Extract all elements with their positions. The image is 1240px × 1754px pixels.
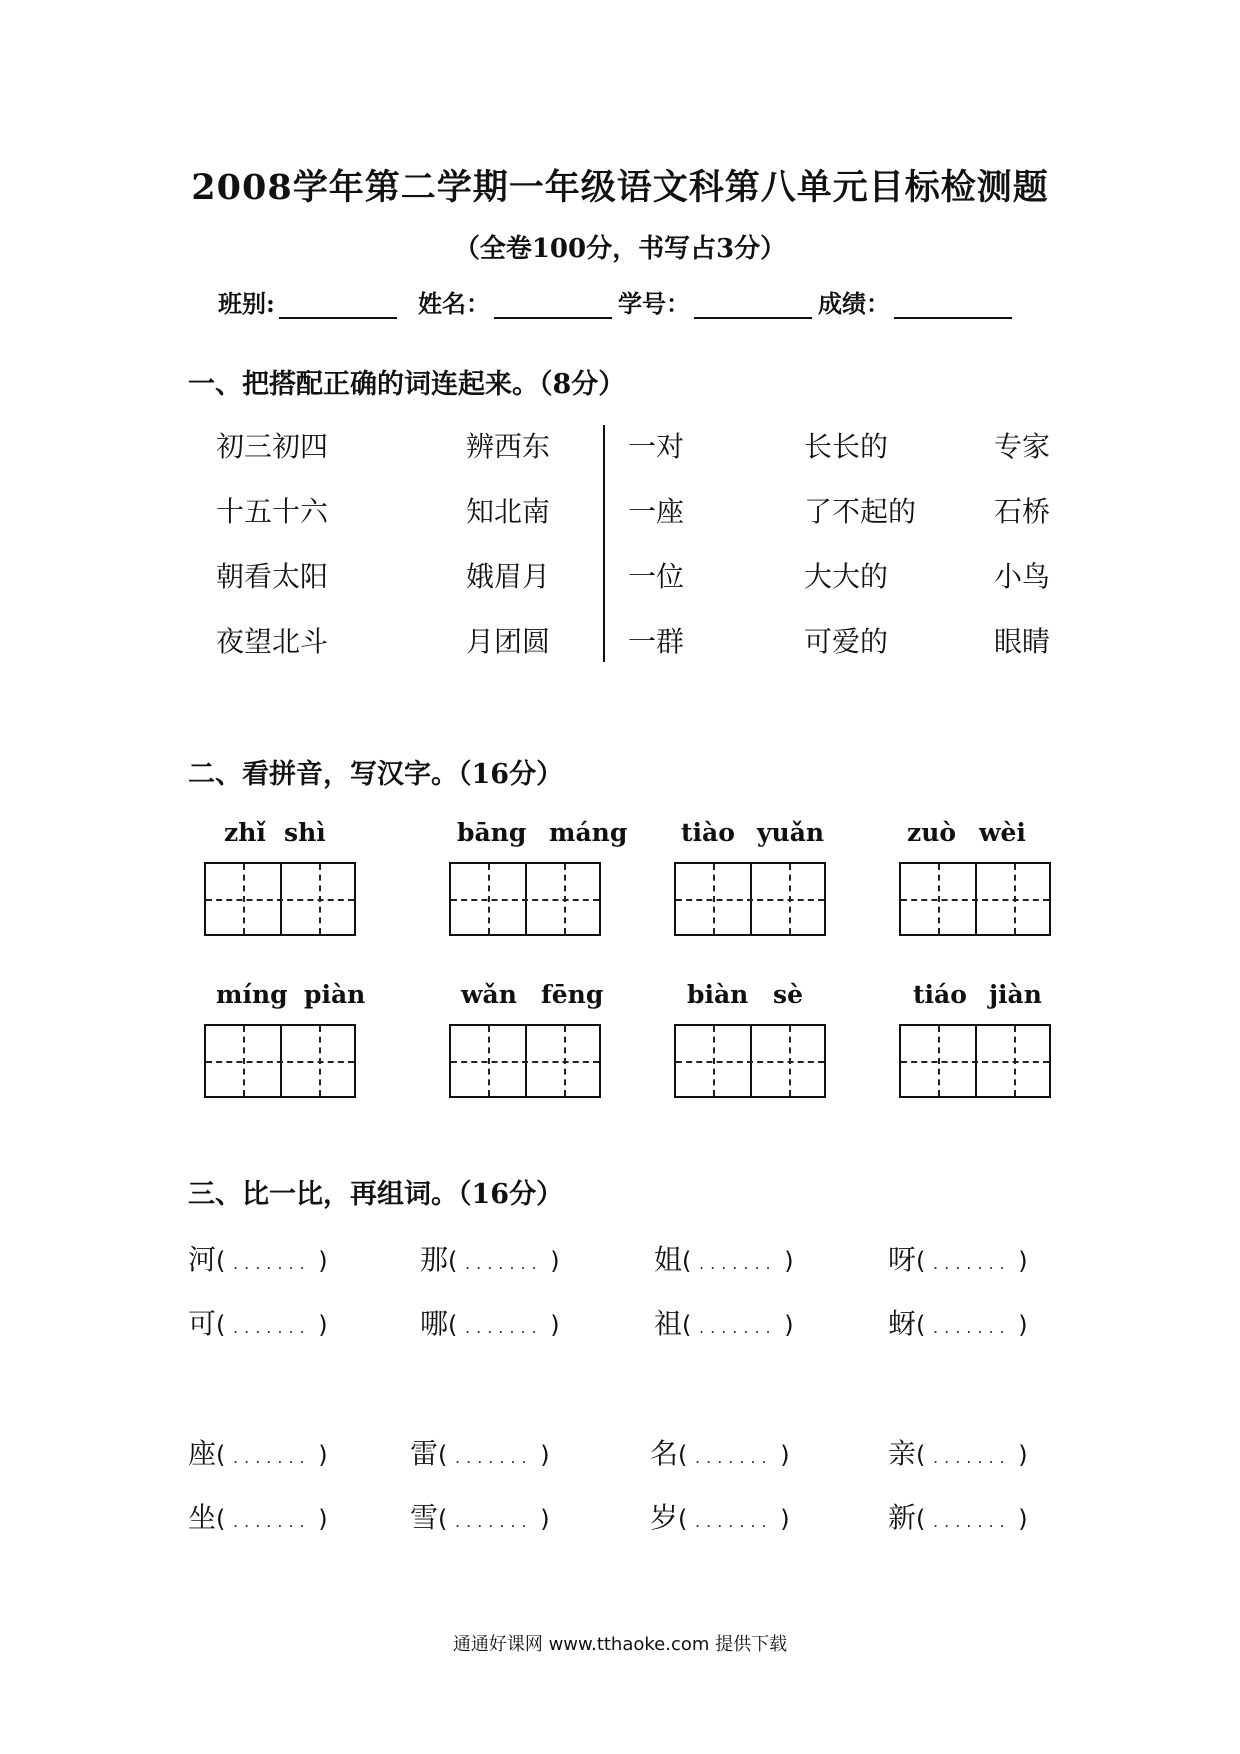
compare-item bbox=[888, 1496, 1028, 1536]
class-label: 班别: bbox=[218, 289, 275, 318]
compare-char: 岁 bbox=[650, 1501, 679, 1534]
answer-blank[interactable]: ( ....... ) bbox=[916, 1311, 1028, 1339]
match-measure-word: 一群 bbox=[628, 625, 685, 658]
student-number-label: 学号： bbox=[618, 289, 690, 318]
compare-item bbox=[420, 1302, 560, 1342]
match-left-word: 十五十六 bbox=[216, 495, 329, 528]
compare-item bbox=[410, 1432, 550, 1472]
pinyin-syllable: jiàn bbox=[989, 980, 1042, 1009]
match-adjective: 了不起的 bbox=[804, 495, 917, 528]
compare-char: 哪 bbox=[420, 1307, 449, 1340]
match-left-word: 朝看太阳 bbox=[216, 560, 329, 593]
pinyin-syllable: sè bbox=[773, 980, 803, 1009]
match-noun: 专家 bbox=[994, 430, 1051, 463]
student-number-blank[interactable] bbox=[694, 293, 812, 319]
pinyin-syllable: zuò bbox=[907, 818, 957, 847]
writing-grid[interactable] bbox=[449, 1024, 601, 1098]
compare-item bbox=[888, 1238, 1028, 1278]
match-noun: 小鸟 bbox=[994, 560, 1051, 593]
page-subtitle: （全卷100分，书写占3分） bbox=[453, 234, 787, 264]
pinyin-syllable: míng bbox=[216, 980, 288, 1009]
pinyin-syllable: máng bbox=[549, 818, 628, 847]
writing-grid[interactable] bbox=[449, 862, 601, 936]
answer-blank[interactable]: ( ....... ) bbox=[448, 1247, 560, 1275]
match-left-word: 初三初四 bbox=[216, 430, 329, 463]
answer-blank[interactable]: ( ....... ) bbox=[678, 1441, 790, 1469]
answer-blank[interactable]: ( ....... ) bbox=[916, 1441, 1028, 1469]
match-left-target: 辨西东 bbox=[466, 430, 551, 463]
match-noun: 眼睛 bbox=[994, 625, 1051, 658]
answer-blank[interactable]: ( ....... ) bbox=[438, 1505, 550, 1533]
compare-char: 蚜 bbox=[888, 1307, 917, 1340]
page-title: 2008学年第二学期一年级语文科第八单元目标检测题 bbox=[191, 167, 1049, 208]
pinyin-syllable: tiào bbox=[681, 818, 735, 847]
score-field bbox=[818, 284, 1012, 319]
answer-blank[interactable]: ( ....... ) bbox=[916, 1505, 1028, 1533]
compare-char: 呀 bbox=[888, 1243, 917, 1276]
compare-char: 新 bbox=[888, 1501, 917, 1534]
match-adjective: 大大的 bbox=[804, 560, 889, 593]
compare-item bbox=[410, 1496, 550, 1536]
writing-grid[interactable] bbox=[899, 862, 1051, 936]
pinyin-syllable: biàn bbox=[687, 980, 749, 1009]
compare-item bbox=[188, 1238, 328, 1278]
writing-grid[interactable] bbox=[204, 1024, 356, 1098]
compare-item bbox=[654, 1302, 794, 1342]
match-noun: 石桥 bbox=[994, 495, 1051, 528]
name-label: 姓名： bbox=[418, 289, 490, 318]
pinyin-syllable: yuǎn bbox=[757, 818, 825, 847]
answer-blank[interactable]: ( ....... ) bbox=[448, 1311, 560, 1339]
section1-divider bbox=[603, 425, 605, 662]
compare-char: 祖 bbox=[654, 1307, 683, 1340]
pinyin-syllable: tiáo bbox=[913, 980, 967, 1009]
compare-char: 名 bbox=[650, 1437, 679, 1470]
section3-title: 三、比一比，再组词。（16分） bbox=[188, 1179, 564, 1210]
match-measure-word: 一位 bbox=[628, 560, 685, 593]
section2-title: 二、看拼音，写汉字。（16分） bbox=[188, 759, 564, 790]
compare-char: 河 bbox=[188, 1243, 217, 1276]
writing-grid[interactable] bbox=[674, 1024, 826, 1098]
match-left-target: 知北南 bbox=[466, 495, 551, 528]
writing-grid[interactable] bbox=[674, 862, 826, 936]
match-adjective: 长长的 bbox=[804, 430, 889, 463]
compare-char: 亲 bbox=[888, 1437, 917, 1470]
compare-item bbox=[420, 1238, 560, 1278]
name-blank[interactable] bbox=[494, 293, 612, 319]
pinyin-syllable: bāng bbox=[457, 818, 527, 847]
name-field bbox=[418, 284, 612, 319]
compare-item bbox=[188, 1496, 328, 1536]
score-blank[interactable] bbox=[894, 293, 1012, 319]
compare-item bbox=[888, 1432, 1028, 1472]
student-number-field bbox=[618, 284, 812, 319]
answer-blank[interactable]: ( ....... ) bbox=[678, 1505, 790, 1533]
writing-grid[interactable] bbox=[899, 1024, 1051, 1098]
compare-char: 坐 bbox=[188, 1501, 217, 1534]
match-adjective: 可爱的 bbox=[804, 625, 889, 658]
match-measure-word: 一对 bbox=[628, 430, 685, 463]
answer-blank[interactable]: ( ....... ) bbox=[216, 1247, 328, 1275]
compare-item bbox=[188, 1432, 328, 1472]
compare-item bbox=[888, 1302, 1028, 1342]
match-measure-word: 一座 bbox=[628, 495, 685, 528]
compare-char: 雪 bbox=[410, 1501, 439, 1534]
pinyin-syllable: piàn bbox=[304, 980, 366, 1009]
match-left-target: 月团圆 bbox=[466, 625, 551, 658]
compare-char: 雷 bbox=[410, 1437, 439, 1470]
answer-blank[interactable]: ( ....... ) bbox=[682, 1247, 794, 1275]
compare-char: 姐 bbox=[654, 1243, 683, 1276]
compare-char: 那 bbox=[420, 1243, 449, 1276]
pinyin-syllable: wèi bbox=[979, 818, 1026, 847]
compare-item bbox=[654, 1238, 794, 1278]
compare-char: 可 bbox=[188, 1307, 217, 1340]
match-left-word: 夜望北斗 bbox=[216, 625, 329, 658]
answer-blank[interactable]: ( ....... ) bbox=[438, 1441, 550, 1469]
match-left-target: 娥眉月 bbox=[466, 560, 551, 593]
compare-item bbox=[650, 1496, 790, 1536]
pinyin-syllable: shì bbox=[284, 818, 326, 847]
answer-blank[interactable]: ( ....... ) bbox=[216, 1505, 328, 1533]
footer-credit: 通通好课网 www.tthaoke.com 提供下载 bbox=[452, 1634, 788, 1655]
answer-blank[interactable]: ( ....... ) bbox=[216, 1311, 328, 1339]
class-blank[interactable] bbox=[279, 293, 397, 319]
pinyin-syllable: zhǐ bbox=[224, 818, 266, 847]
compare-char: 座 bbox=[188, 1437, 217, 1470]
compare-item bbox=[650, 1432, 790, 1472]
writing-grid[interactable] bbox=[204, 862, 356, 936]
pinyin-syllable: fēng bbox=[541, 980, 604, 1009]
answer-blank[interactable]: ( ....... ) bbox=[682, 1311, 794, 1339]
pinyin-syllable: wǎn bbox=[461, 980, 517, 1009]
answer-blank[interactable]: ( ....... ) bbox=[216, 1441, 328, 1469]
class-field bbox=[218, 284, 397, 319]
section1-title: 一、把搭配正确的词连起来。（8分） bbox=[188, 369, 626, 400]
compare-item bbox=[188, 1302, 328, 1342]
score-label: 成绩： bbox=[818, 289, 890, 318]
answer-blank[interactable]: ( ....... ) bbox=[916, 1247, 1028, 1275]
